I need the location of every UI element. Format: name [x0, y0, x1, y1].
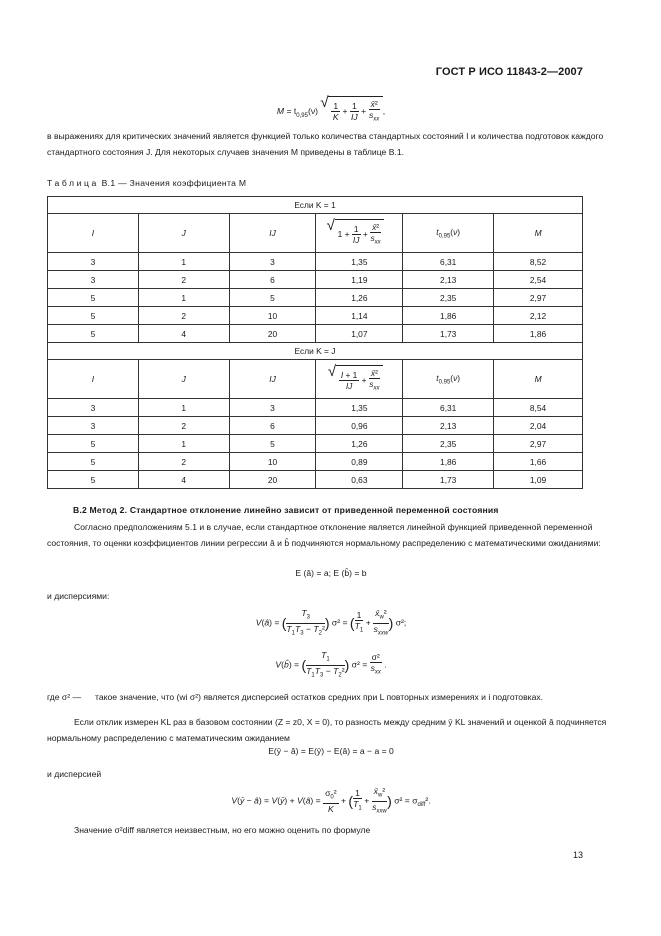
table-cell: 2,97 [494, 435, 583, 453]
table-section-title: Если K = 1 [48, 197, 583, 214]
table-cell: 1,86 [494, 325, 583, 343]
table-cell: 5 [48, 435, 139, 453]
table-row [48, 289, 583, 307]
table-row [48, 253, 583, 271]
table-cell: 3 [229, 253, 316, 271]
table-cell: 1,26 [316, 435, 403, 453]
table-cell: 6 [229, 417, 316, 435]
table-cell: 1 [138, 435, 229, 453]
table-cell: 3 [48, 271, 139, 289]
table-cell: 5 [229, 435, 316, 453]
table-cell: 5 [229, 289, 316, 307]
formula-diff-expect: E(ȳ − â) = E(ȳ) − E(â) = a − a = 0 [268, 746, 394, 756]
table-cell: 1,07 [316, 325, 403, 343]
table-cell: 3 [48, 253, 139, 271]
table-cell: 2,13 [403, 271, 494, 289]
coefficient-table [47, 196, 583, 489]
table-cell: 2,35 [403, 435, 494, 453]
paragraph: и дисперсией [47, 769, 102, 779]
table-cell: 2 [138, 307, 229, 325]
table-cell: 1,09 [494, 471, 583, 489]
table-cell: 1,26 [316, 289, 403, 307]
table-cell: 2,54 [494, 271, 583, 289]
table-caption: Таблица B.1 — Значения коэффициента M [47, 178, 247, 188]
sqrt-header: √ 1 + $\frac{1}{IJ}$ + $\frac{\text{x̄²}}{s_{xx}}$ [316, 214, 403, 253]
formula-var-b: V(b̂) = ( $\frac{T_1}{T_1T_3 - T_2^2}$ ) σ² = $\frac{\text{σ²}}{s_{xx}}$ . [275, 650, 387, 679]
table-cell: 0,89 [316, 453, 403, 471]
formula-expectations: E (â) = a; E (b̂) = b [295, 568, 367, 578]
table-cell: 8,54 [494, 399, 583, 417]
table-row [48, 399, 583, 417]
table-cell: 1,19 [316, 271, 403, 289]
table-row [48, 471, 583, 489]
table-row [48, 435, 583, 453]
table-cell: 10 [229, 307, 316, 325]
table-cell: 10 [229, 453, 316, 471]
section-title: B.2 Метод 2. Стандартное отклонение линейно зависит от приведенной переменной состояния [73, 505, 499, 515]
table-row [48, 271, 583, 289]
table-cell: 0,96 [316, 417, 403, 435]
table-cell: 1 [138, 399, 229, 417]
table-cell: 20 [229, 325, 316, 343]
table-cell: 2 [138, 271, 229, 289]
where-clause: где σ² — такое значение, что (wi σ²) является дисперсией остатков средних при L повторных измерениях и i подготовках. [47, 692, 544, 702]
table-cell: 5 [48, 307, 139, 325]
table-cell: 1 [138, 253, 229, 271]
table-cell: 5 [48, 453, 139, 471]
table-cell: 2,97 [494, 289, 583, 307]
table-cell: 6,31 [403, 253, 494, 271]
table-cell: 6 [229, 271, 316, 289]
table-cell: 5 [48, 289, 139, 307]
table-cell: 1,66 [494, 453, 583, 471]
table-cell: 6,31 [403, 399, 494, 417]
table-cell: 5 [48, 471, 139, 489]
table-cell: 1,73 [403, 471, 494, 489]
table-cell: 1,86 [403, 453, 494, 471]
table-cell: 2,13 [403, 417, 494, 435]
table-cell: 2,35 [403, 289, 494, 307]
table-cell: 4 [138, 471, 229, 489]
table-cell: 0,63 [316, 471, 403, 489]
table-cell: 5 [48, 325, 139, 343]
table-header-row: I J IJ √ $\frac{I + 1}{IJ}$ + $\frac{\text{x̄²}}{s_{xx}}$ $t_{0,95}(\nu)$ M [48, 360, 583, 399]
table-cell: 1,35 [316, 253, 403, 271]
document-code: ГОСТ Р ИСО 11843-2—2007 [435, 66, 583, 78]
paragraph: Согласно предположениям 5.1 и в случае, если стандартное отклонение является линейной функцией приведенной переменной состояния, то оценки коэффициентов линии регрессии â и b̂ подчиняются нормальному распределению с математическими ожиданиями: [47, 522, 601, 548]
table-cell: 1 [138, 289, 229, 307]
table-cell: 1,73 [403, 325, 494, 343]
table-cell: 3 [229, 399, 316, 417]
paragraph: и дисперсиями: [47, 591, 110, 601]
table-cell: 8,52 [494, 253, 583, 271]
formula-m: $M = t_{0,95}(\nu)$ √ $\frac{1}{K}$ + $\frac{1}{IJ}$ + $\frac{\text{x̄²}}{s_{xx}}$ , [47, 96, 615, 125]
page-number: 13 [572, 850, 583, 860]
intro-paragraph: в выражениях для критических значений является функцией только количества стандартных состояний I и количества подготовок каждого стандартного состояния J. Для некоторых случаев значения M приведены в таблице B.1. [47, 131, 604, 157]
table-cell: 4 [138, 325, 229, 343]
paragraph: Значение σ²diff является неизвестным, но его можно оценить по формуле [74, 825, 371, 835]
table-cell: 1,35 [316, 399, 403, 417]
table-row [48, 307, 583, 325]
table-cell: 2,12 [494, 307, 583, 325]
table-cell: 1,86 [403, 307, 494, 325]
table-section-title: Если K = J [48, 343, 583, 360]
table-header-row: I J IJ √ 1 + $\frac{1}{IJ}$ + $\frac{\text{x̄²}}{s_{xx}}$ $t_{0,95}(\nu)$ M [48, 214, 583, 253]
formula-var-diff: V(ȳ − â) = V(ȳ) + V(â) = $\frac{\sigma_0^2}{K}$ + ( $\frac{1}{T_1}$ + $\frac{x̄_w^2}{s_{xxw}}$ ) $\sigma^2 = \sigma_{diff}^2$. [231, 786, 431, 815]
table-cell: 1,14 [316, 307, 403, 325]
table-cell: 20 [229, 471, 316, 489]
table-row [48, 417, 583, 435]
table-cell: 2 [138, 453, 229, 471]
paragraph: Если отклик измерен KL раз в базовом состоянии (Z = z0, X = 0), то разность между средним ȳ KL значений и оценкой â подчиняется нормальному распределению с математическим ожиданием [47, 717, 607, 743]
table-cell: 3 [48, 399, 139, 417]
sqrt-header: √ $\frac{I + 1}{IJ}$ + $\frac{\text{x̄²}}{s_{xx}}$ [316, 360, 403, 399]
table-row [48, 325, 583, 343]
table-cell: 2,04 [494, 417, 583, 435]
table-row [48, 453, 583, 471]
formula-var-a: V(â) = ( $\frac{T_3}{T_1T_3 - T_2^2}$ ) σ² = ( $\frac{1}{T_1}$ + $\frac{x̄_w^2}{s_{xxw}}$ ) σ²; [255, 608, 407, 637]
table-cell: 2 [138, 417, 229, 435]
table-cell: 3 [48, 417, 139, 435]
